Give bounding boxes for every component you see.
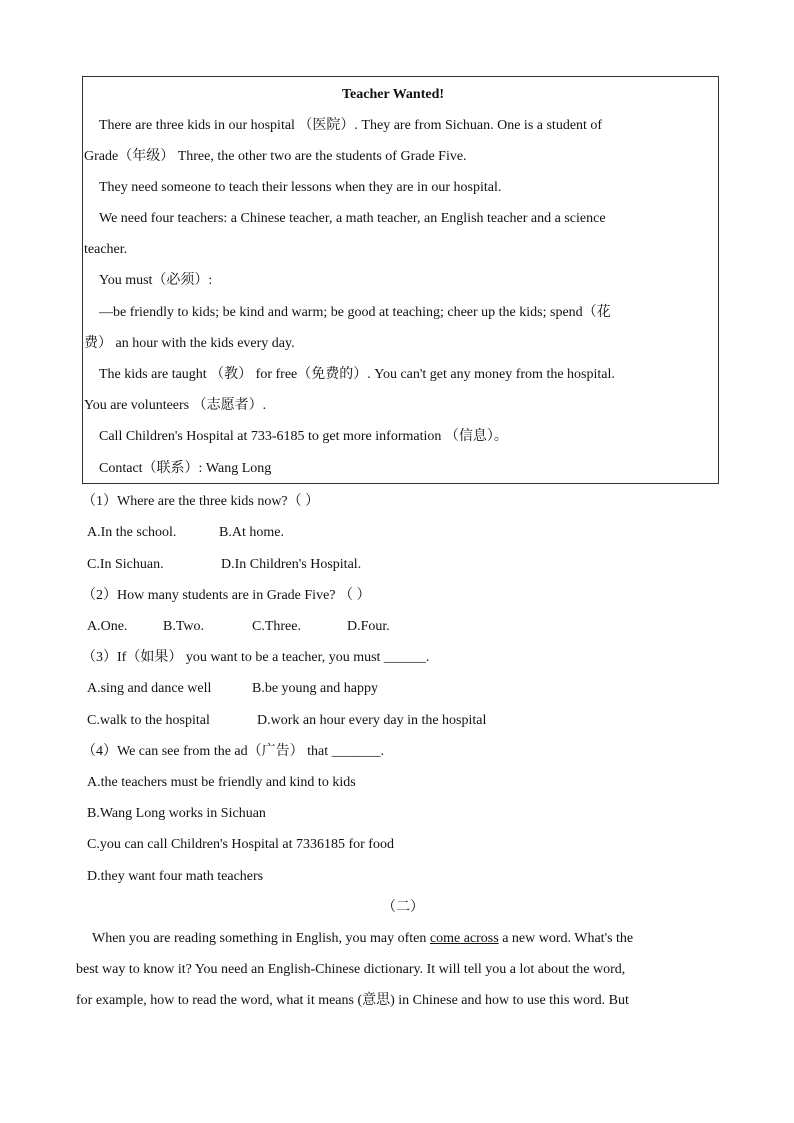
question-3-stem: （3）If（如果） you want to be a teacher, you must ______. xyxy=(82,650,430,665)
ad-line: We need four teachers: a Chinese teacher, a math teacher, an English teacher and a science xyxy=(99,211,606,226)
ad-line: —be friendly to kids; be kind and warm; be good at teaching; cheer up the kids; spend（花 xyxy=(99,305,611,320)
ad-line: There are three kids in our hospital （医院）. They are from Sichuan. One is a student of xyxy=(99,118,603,133)
ad-title: Teacher Wanted! xyxy=(342,87,445,102)
ad-line: 费） an hour with the kids every day. xyxy=(84,336,295,351)
ad-line: The kids are taught （教） for free（免费的）. You can't get any money from the hospital. xyxy=(99,367,615,382)
question-2-option-d[interactable]: D.Four. xyxy=(347,619,390,634)
ad-line: teacher. xyxy=(84,242,128,257)
question-2-option-c[interactable]: C.Three. xyxy=(252,619,301,634)
question-2-option-a[interactable]: A.One. xyxy=(87,619,128,634)
question-1-option-d[interactable]: D.In Children's Hospital. xyxy=(221,557,362,572)
question-3-option-b[interactable]: B.be young and happy xyxy=(252,681,378,696)
ad-line: Call Children's Hospital at 733-6185 to get more information （信息）。 xyxy=(99,429,508,444)
question-3-option-a[interactable]: A.sing and dance well xyxy=(87,681,212,696)
come-across-phrase: come across xyxy=(429,931,499,946)
question-4-option-c[interactable]: C.you can call Children's Hospital at 7336185 for food xyxy=(87,837,394,852)
section-2-paragraph-line xyxy=(92,930,633,948)
question-2-option-b[interactable]: B.Two. xyxy=(163,619,205,634)
question-4-option-d[interactable]: D.they want four math teachers xyxy=(87,869,264,884)
question-1-option-b[interactable]: B.At home. xyxy=(219,525,284,540)
section-2-text: a new word. What's the xyxy=(498,931,634,946)
section-2-heading: （二） xyxy=(382,900,424,915)
section-2-paragraph-line: for example, how to read the word, what it means (意思) in Chinese and how to use this word. But xyxy=(76,993,629,1008)
ad-line: Grade（年级） Three, the other two are the students of Grade Five. xyxy=(84,149,467,164)
ad-line: They need someone to teach their lessons when they are in our hospital. xyxy=(99,180,502,195)
ad-line: You are volunteers （志愿者）. xyxy=(84,398,267,413)
section-2-text: When you are reading something in English, you may often xyxy=(92,931,430,946)
section-2-paragraph-line: best way to know it? You need an English-Chinese dictionary. It will tell you a lot about the word, xyxy=(76,962,626,977)
ad-line: Contact（联系）: Wang Long xyxy=(99,461,272,476)
question-3-option-d[interactable]: D.work an hour every day in the hospital xyxy=(257,713,487,728)
ad-line: You must（必须）: xyxy=(99,273,213,288)
question-4-option-b[interactable]: B.Wang Long works in Sichuan xyxy=(87,806,266,821)
question-1-option-c[interactable]: C.In Sichuan. xyxy=(87,557,164,572)
question-4-stem: （4）We can see from the ad（广告） that _______. xyxy=(82,744,385,759)
question-1-stem: （1）Where are the three kids now?（ ） xyxy=(82,494,320,509)
question-3-option-c[interactable]: C.walk to the hospital xyxy=(87,713,210,728)
question-2-stem: （2）How many students are in Grade Five? （ ） xyxy=(82,588,371,603)
question-1-option-a[interactable]: A.In the school. xyxy=(87,525,177,540)
question-4-option-a[interactable]: A.the teachers must be friendly and kind to kids xyxy=(87,775,356,790)
